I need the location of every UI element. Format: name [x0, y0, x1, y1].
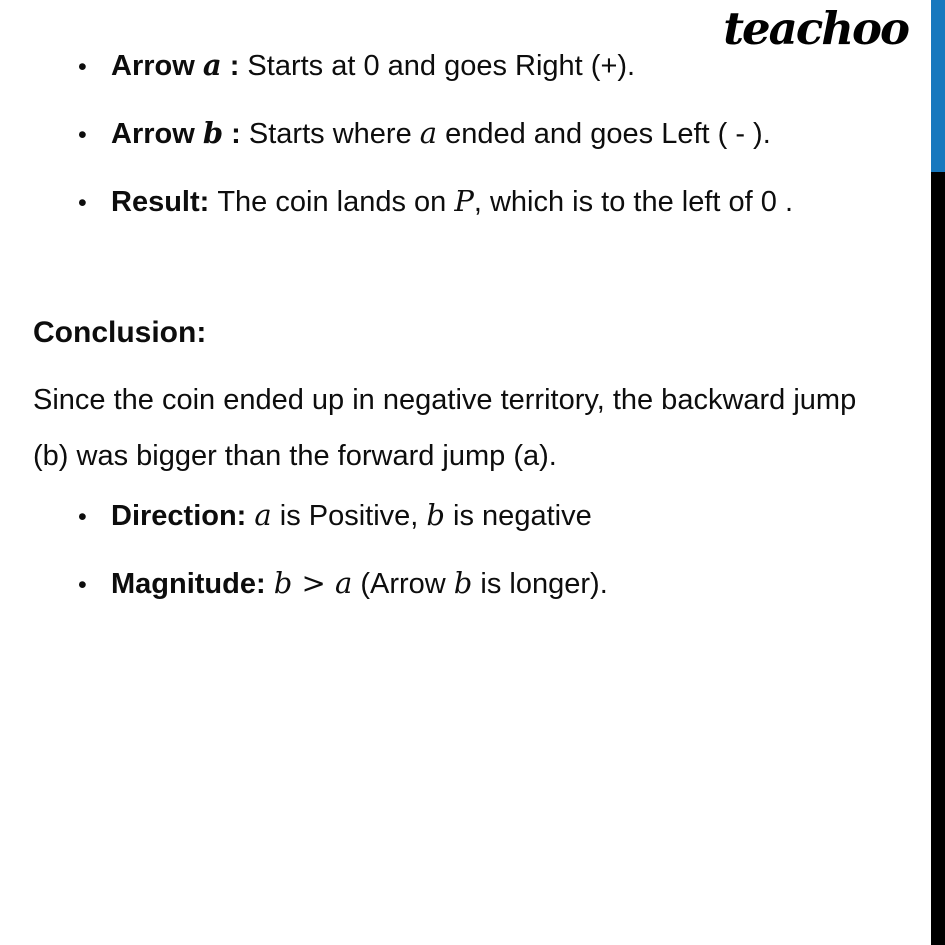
primary-bullet-list — [33, 47, 905, 251]
bullet-icon: • — [78, 189, 87, 217]
bullet-icon: • — [78, 121, 87, 149]
bullet-icon: • — [78, 571, 87, 599]
conclusion-paragraph — [33, 372, 905, 484]
list-item — [33, 565, 905, 603]
list-item-text: Result: The coin lands on P, which is to the left of 0 . — [111, 184, 793, 218]
paragraph-line: (b) was bigger than the forward jump (a). — [33, 440, 557, 472]
teachoo-logo: teachoo — [723, 2, 908, 55]
list-item-text: Arrow b : Starts where a ended and goes Left ( - ). — [111, 116, 771, 150]
paragraph-line: Since the coin ended up in negative territory, the backward jump — [33, 384, 857, 416]
accent-bar-blue — [931, 0, 945, 172]
list-item — [33, 115, 905, 153]
bullet-icon: • — [78, 53, 87, 81]
list-item — [33, 497, 905, 535]
bullet-icon: • — [78, 503, 87, 531]
list-item-text: Direction: a is Positive, b is negative — [111, 498, 592, 532]
accent-bar-black — [931, 172, 945, 945]
conclusion-heading: Conclusion: — [33, 316, 207, 349]
list-item — [33, 47, 905, 85]
list-item-text: Arrow a : Starts at 0 and goes Right (+). — [111, 48, 636, 82]
list-item-text: Magnitude: b > a (Arrow b is longer). — [111, 566, 608, 600]
secondary-bullet-list — [33, 497, 905, 633]
list-item — [33, 183, 905, 221]
